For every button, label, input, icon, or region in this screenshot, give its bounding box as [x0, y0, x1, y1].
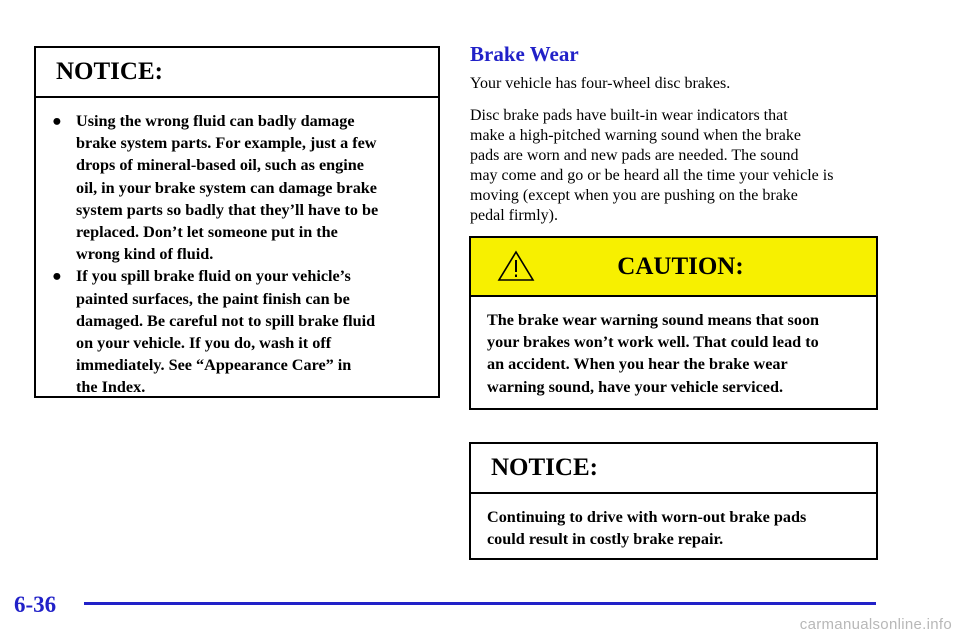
text-line: Using the wrong fluid can badly damage [76, 112, 355, 130]
notice-body [471, 494, 876, 550]
notice-title: NOTICE: [56, 58, 163, 85]
watermark: carmanualsonline.info [799, 616, 952, 633]
text-line: replaced. Don’t let someone put in the [76, 223, 338, 242]
notice-bullet-item [50, 265, 416, 398]
text-line: wrong kind of fluid. [76, 245, 214, 264]
text-line: system parts so badly that they’ll have to be [76, 200, 379, 219]
text-line: on your vehicle. If you do, wash it off [76, 334, 332, 353]
text-line: make a high-pitched warning sound when the brake [470, 127, 802, 144]
notice-title: NOTICE: [491, 454, 598, 481]
footer-divider [84, 602, 876, 605]
text-line: may come and go or be heard all the time your vehicle is [470, 167, 834, 184]
page-number: 6-36 [14, 592, 57, 617]
text-line: painted surfaces, the paint finish can be [76, 289, 350, 308]
text-line: immediately. See “Appearance Care” in [76, 356, 352, 375]
caution-body [471, 297, 876, 398]
text-line: damaged. Be careful not to spill brake fluid [76, 311, 376, 330]
bullet-text [76, 265, 416, 398]
text-line: drops of mineral-based oil, such as engine [76, 156, 364, 175]
bullet-icon: ● [52, 112, 62, 130]
section-heading: Brake Wear [470, 42, 579, 66]
text-line: brake system parts. For example, just a few [76, 134, 377, 153]
bullet-icon: ● [52, 267, 62, 286]
text-line: Disc brake pads have built-in wear indicators that [470, 107, 788, 124]
warning-triangle-icon [497, 250, 535, 282]
text-line: an accident. When you hear the brake wear [487, 355, 788, 374]
intro-paragraph: Your vehicle has four-wheel disc brakes. [470, 75, 731, 92]
text-line: could result in costly brake repair. [487, 530, 724, 549]
text-line: moving (except when you are pushing on the brake [470, 187, 798, 204]
notice-header [36, 48, 438, 98]
notice-header [471, 444, 876, 494]
caution-title: CAUTION: [617, 252, 744, 280]
text-line: pads are worn and new pads are needed. The sound [470, 147, 799, 164]
text-line: your brakes won’t work well. That could lead to [487, 333, 819, 352]
bullet-text [76, 110, 416, 265]
text-line: pedal firmly). [470, 207, 558, 224]
notice-bullet-item [50, 110, 416, 265]
text-line: the Index. [76, 378, 146, 397]
text-line: The brake wear warning sound means that soon [487, 311, 820, 329]
text-line: warning sound, have your vehicle serviced. [487, 377, 784, 396]
notice-box-brake-pads [469, 442, 878, 560]
text-line: Continuing to drive with worn-out brake pads [487, 508, 807, 526]
caution-header [471, 238, 876, 297]
text-line: If you spill brake fluid on your vehicle’s [76, 267, 351, 286]
notice-body [36, 98, 438, 399]
text-line: oil, in your brake system can damage brake [76, 178, 377, 197]
body-paragraph [470, 106, 885, 226]
caution-box [469, 236, 878, 410]
notice-box-fluid [34, 46, 440, 398]
